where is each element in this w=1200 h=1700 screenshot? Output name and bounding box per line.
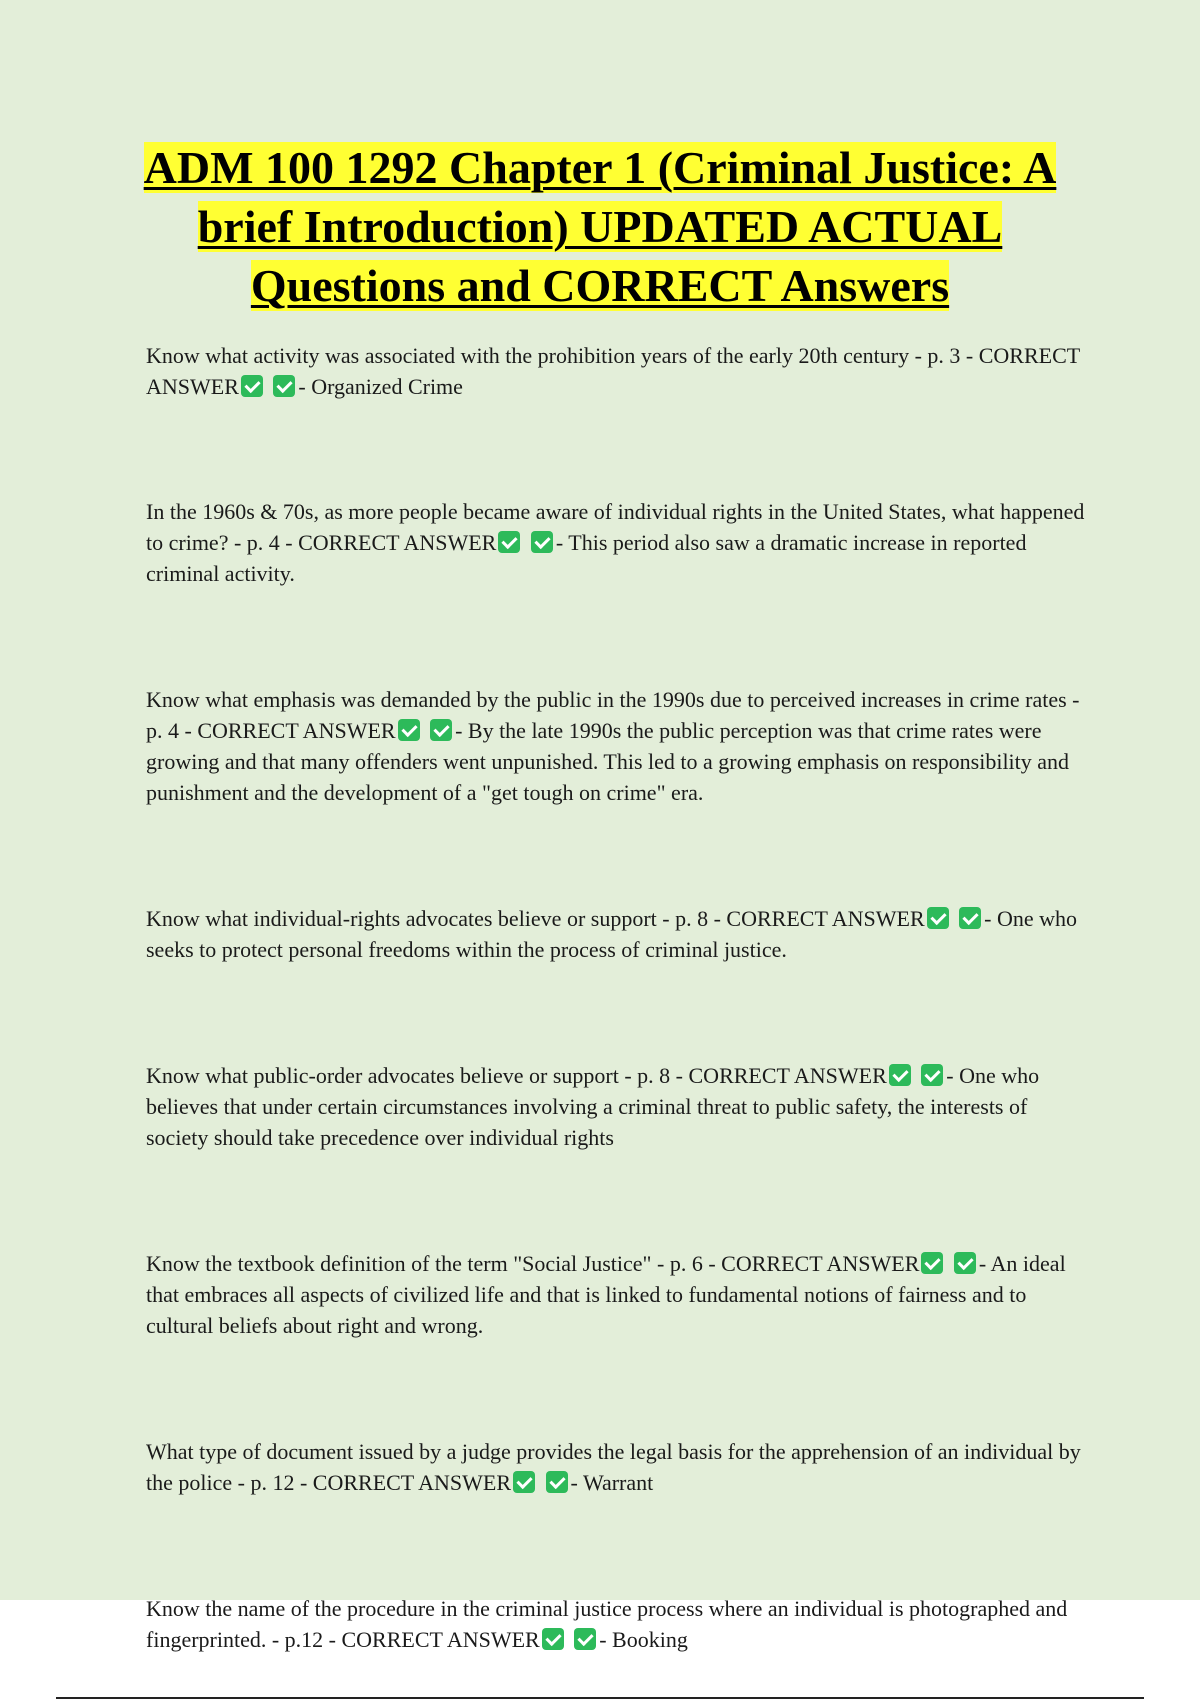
qa-item — [146, 1248, 1086, 1341]
check-mark-icon — [430, 719, 452, 741]
check-mark-icon — [959, 907, 981, 929]
check-mark-icon — [513, 1471, 535, 1493]
qa-item — [146, 684, 1086, 808]
check-mark-icon — [921, 1064, 943, 1086]
question-text: Know what activity was associated with the prohibition years of the early 20th century - p. 3 - CORRECT ANSWER — [146, 343, 1080, 399]
question-text: Know what public-order advocates believe or support - p. 8 - CORRECT ANSWER — [146, 1063, 887, 1088]
question-text: Know the name of the procedure in the criminal justice process where an individual is photographed and fingerprinted. - p.12 - CORRECT ANSWER — [146, 1596, 1068, 1652]
answer-text: - Booking — [599, 1627, 688, 1652]
qa-item — [146, 496, 1086, 589]
answer-text: - One who seeks to protect personal freedoms within the process of criminal justice. — [146, 906, 1078, 962]
question-text: Know the textbook definition of the term "Social Justice" - p. 6 - CORRECT ANSWER — [146, 1251, 920, 1276]
question-text: Know what emphasis was demanded by the public in the 1990s due to perceived increases in crime rates - p. 4 - CORRECT ANSWER — [146, 687, 1080, 743]
footer-divider — [56, 1697, 1144, 1699]
check-mark-icon — [546, 1471, 568, 1493]
qa-item — [146, 903, 1086, 965]
check-mark-icon — [954, 1252, 976, 1274]
qa-item — [146, 1593, 1086, 1655]
check-mark-icon — [241, 375, 263, 397]
question-text: Know what individual-rights advocates believe or support - p. 8 - CORRECT ANSWER — [146, 906, 925, 931]
qa-list — [146, 340, 1086, 1655]
question-text: What type of document issued by a judge provides the legal basis for the apprehension of an individual by the police - p. 12 - CORRECT ANSWER — [146, 1439, 1081, 1495]
answer-text: - One who believes that under certain circumstances involving a criminal threat to public safety, the interests of society should take precedence over individual rights — [146, 1063, 1040, 1150]
qa-item — [146, 1060, 1086, 1153]
answer-text: - Organized Crime — [298, 374, 463, 399]
qa-item — [146, 340, 1086, 402]
check-mark-icon — [927, 907, 949, 929]
question-text: In the 1960s & 70s, as more people became aware of individual rights in the United States, what happened to crime? - p. 4 - CORRECT ANSWER — [146, 499, 1085, 555]
title-block — [100, 138, 1100, 315]
check-mark-icon — [574, 1628, 596, 1650]
check-mark-icon — [921, 1252, 943, 1274]
check-mark-icon — [889, 1064, 911, 1086]
qa-item — [146, 1436, 1086, 1498]
check-mark-icon — [542, 1628, 564, 1650]
check-mark-icon — [273, 375, 295, 397]
check-mark-icon — [531, 531, 553, 553]
answer-text: - This period also saw a dramatic increase in reported criminal activity. — [146, 530, 1027, 586]
answer-text: - Warrant — [570, 1470, 654, 1495]
answer-text: - By the late 1990s the public perception was that crime rates were growing and that many offenders went unpunished. This led to a growing emphasis on responsibility and punishment and the development of a "get tough on crime" era. — [146, 718, 1070, 805]
answer-text: - An ideal that embraces all aspects of civilized life and that is linked to fundamental notions of fairness and to cultural beliefs about right and wrong. — [146, 1251, 1066, 1338]
check-mark-icon — [498, 531, 520, 553]
check-mark-icon — [398, 719, 420, 741]
document-title: ADM 100 1292 Chapter 1 (Criminal Justice: A brief Introduction) UPDATED ACTUAL Questions and CORRECT Answers — [143, 142, 1057, 311]
